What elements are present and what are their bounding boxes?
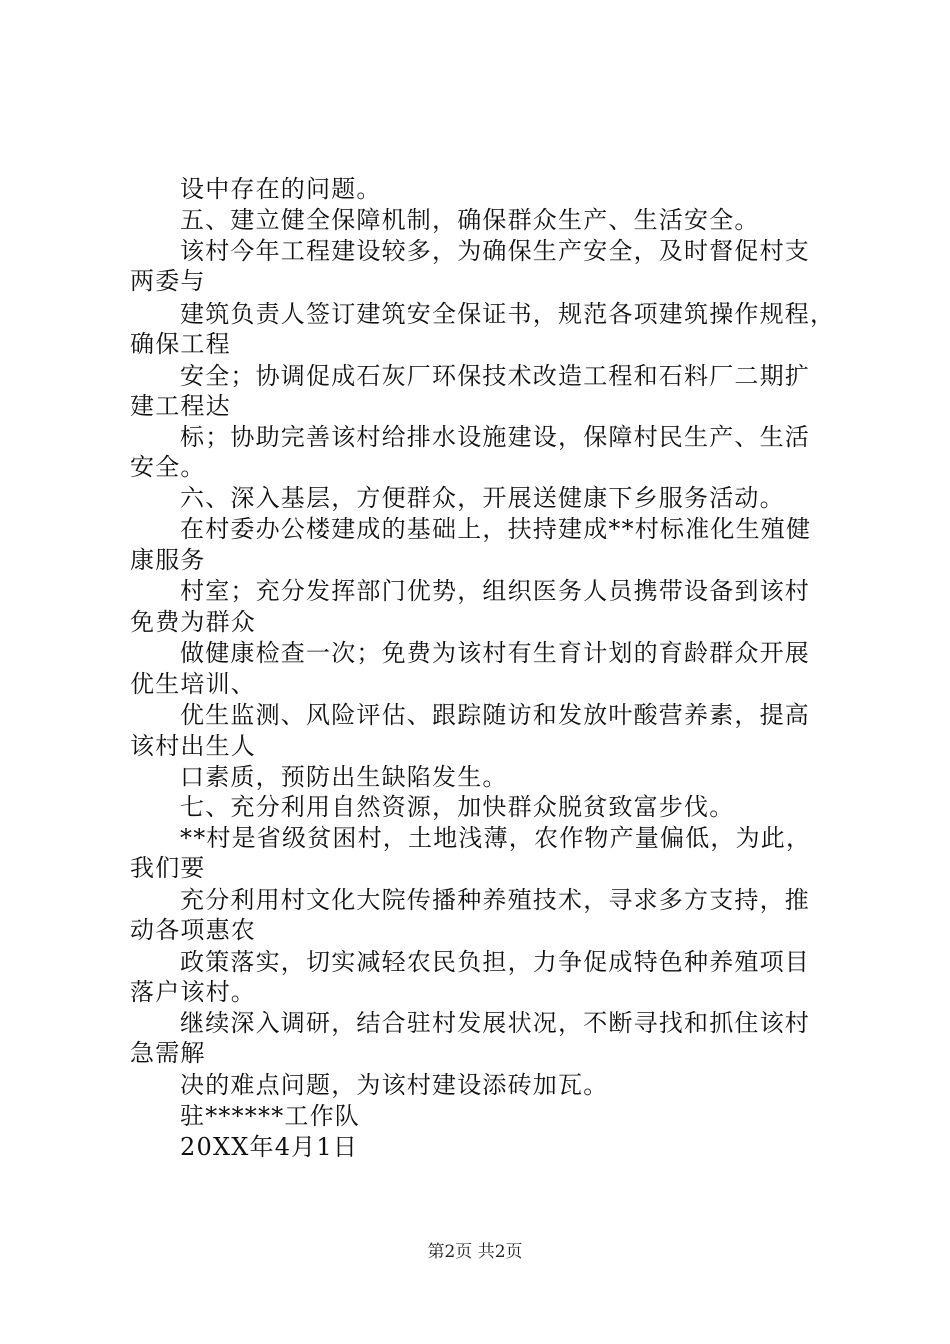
body-line: 在村委办公楼建成的基础上，扶持建成**村标准化生殖健 [180,515,812,543]
page-footer: 第2页 共2页 [427,1242,523,1262]
body-line: 优生培训、 [130,670,256,698]
signature-unit: 驻******工作队 [180,1102,360,1130]
body-line: 我们要 [130,854,206,882]
body-line: 安全。 [130,453,206,481]
body-line: 康服务 [130,546,206,574]
body-line: 确保工程 [130,330,231,358]
body-line: 村室；充分发挥部门优势，组织医务人员携带设备到该村 [180,577,810,605]
body-line: 动各项惠农 [130,916,256,944]
body-line: 充分利用村文化大院传播种养殖技术，寻求多方支持，推 [180,886,810,914]
section-heading: 五、建立健全保障机制，确保群众生产、生活安全。 [180,206,760,234]
section-heading: 七、充分利用自然资源，加快群众脱贫致富步伐。 [180,793,735,821]
body-line: 政策落实，切实减轻农民负担，力争促成特色种养殖项目 [180,948,810,976]
body-line: 该村今年工程建设较多，为确保生产安全，及时督促村支 [180,237,810,265]
body-line: 标；协助完善该村给排水设施建设，保障村民生产、生活 [180,423,810,451]
body-line: 免费为群众 [130,608,256,636]
body-line: 建筑负责人签订建筑安全保证书，规范各项建筑操作规程， [180,300,836,328]
body-line: 决的难点问题，为该村建设添砖加瓦。 [180,1071,609,1099]
body-line: 急需解 [130,1039,206,1067]
body-line: 落户该村。 [130,978,256,1006]
body-line: 继续深入调研，结合驻村发展状况，不断寻找和抓住该村 [180,1009,810,1037]
body-line: 优生监测、风险评估、跟踪随访和发放叶酸营养素，提高 [180,701,810,729]
body-line: 设中存在的问题。 [180,175,382,203]
section-heading: 六、深入基层，方便群众，开展送健康下乡服务活动。 [180,484,785,512]
body-line: **村是省级贫困村，土地浅薄，农作物产量偏低，为此， [180,824,812,852]
signature-date: 20XX年4月1日 [180,1133,359,1161]
body-line: 该村出生人 [130,732,256,760]
body-line: 建工程达 [130,392,231,420]
body-line: 两委与 [130,267,206,295]
body-line: 做健康检查一次；免费为该村有生育计划的育龄群众开展 [180,639,810,667]
body-line: 安全；协调促成石灰厂环保技术改造工程和石料厂二期扩 [180,362,810,390]
body-line: 口素质，预防出生缺陷发生。 [180,763,508,791]
